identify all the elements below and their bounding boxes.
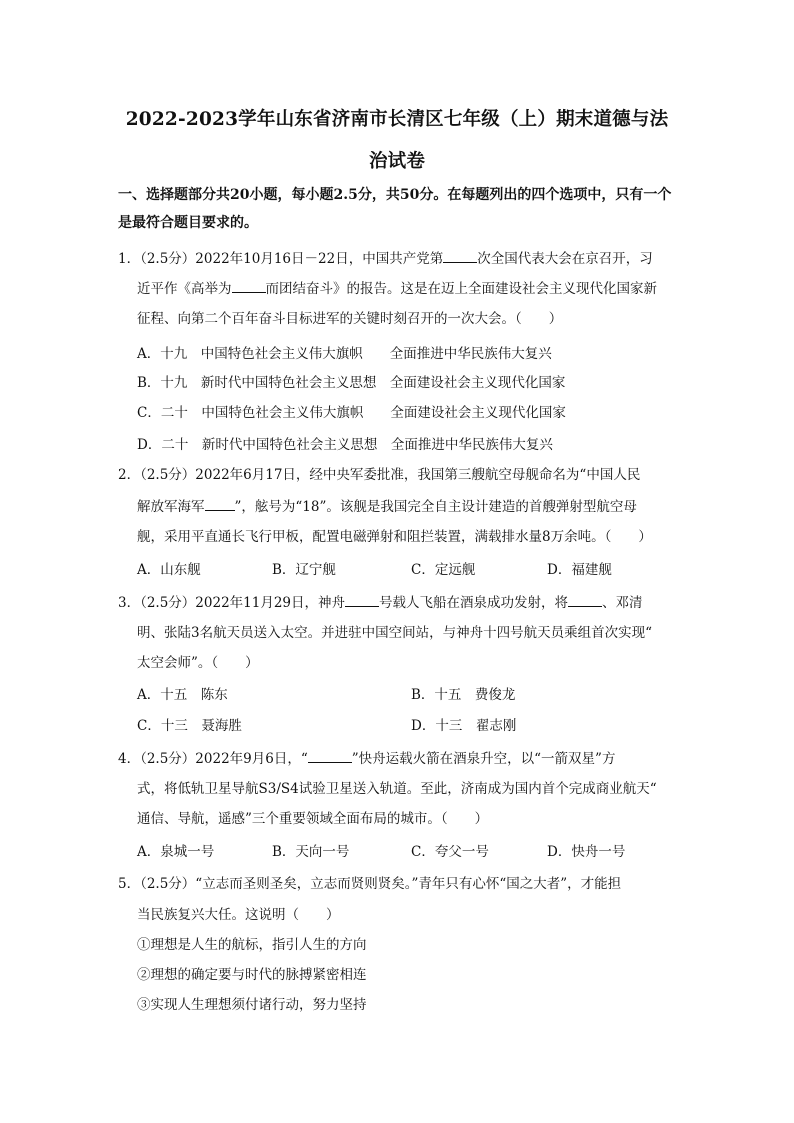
question-2-line-2	[137, 497, 637, 516]
question-3-text: 3．（2.5分）2022年11月29日，神舟	[118, 595, 346, 611]
question-4-option-b: B．天向一号	[272, 844, 350, 860]
question-3-option-b: B．十五 费俊龙	[411, 687, 516, 703]
question-1-line-2	[137, 279, 657, 298]
answer-blank	[345, 593, 379, 607]
question-5-statement-2: ②理想的确定要与时代的脉搏紧密相连	[137, 967, 367, 983]
question-1-line-1	[118, 249, 653, 268]
question-2-line-1: 2．（2.5分）2022年6月17日，经中央军委批准，我国第三艘航空母舰命名为“中国人民	[118, 467, 641, 483]
question-1-option-d: D．二十 新时代中国特色社会主义思想 全面推进中华民族伟大复兴	[137, 437, 553, 453]
question-2-option-c: C．定远舰	[411, 562, 476, 578]
question-2-option-d: D．福建舰	[547, 562, 612, 578]
question-4-option-c: C．夸父一号	[411, 844, 489, 860]
question-5-statement-1: ①理想是人生的航标，指引人生的方向	[137, 937, 367, 953]
answer-blank	[205, 497, 235, 511]
answer-blank	[568, 593, 602, 607]
question-3-option-c: C．十三 聂海胜	[137, 718, 242, 734]
question-2-option-b: B．辽宁舰	[272, 562, 336, 578]
question-4-option-a: A．泉城一号	[137, 844, 215, 860]
question-3-text: 、邓清	[602, 595, 643, 611]
question-1-option-c: C．二十 中国特色社会主义伟大旗帜 全面建设社会主义现代化国家	[137, 405, 566, 421]
question-1-text: 次全国代表大会在京召开，习	[477, 251, 653, 267]
question-2-text: 解放军海军	[137, 499, 205, 515]
question-1-text: 1．（2.5分）2022年10月16日－22日，中国共产党第	[118, 251, 444, 267]
question-3-line-3: 太空会师”。（ ）	[137, 655, 259, 671]
question-3-line-1	[118, 593, 643, 612]
answer-blank	[443, 249, 477, 263]
question-3-option-a: A．十五 陈东	[137, 687, 228, 703]
question-2-text: ”，舷号为“18”。该舰是我国完全自主设计建造的首艘弹射型航空母	[234, 499, 637, 515]
question-5-line-2: 当民族复兴大任。这说明（ ）	[137, 907, 340, 923]
question-4-line-2: 式，将低轨卫星导航S3/S4试验卫星送入轨道。至此，济南成为国内首个完成商业航天“	[137, 781, 657, 797]
question-1-line-3: 征程、向第二个百年奋斗目标进军的关键时刻召开的一次大会。（ ）	[137, 311, 563, 327]
question-5-statement-3: ③实现人生理想须付诸行动，努力坚持	[137, 997, 367, 1013]
section-instruction-line-1: 一、选择题部分共20小题，每小题2.5分，共50分。在每题列出的四个选项中，只有一个	[118, 187, 672, 203]
question-4-text: 4．（2.5分）2022年9月6日，“	[118, 751, 308, 767]
question-1-text: 近平作《高举为	[137, 281, 232, 297]
question-4-text: ”快舟运载火箭在酒泉升空，以“一箭双星”方	[351, 751, 616, 767]
exam-title-line-1: 2022-2023学年山东省济南市长清区七年级（上）期末道德与法	[125, 109, 669, 130]
question-2-line-3: 舰，采用平直通长飞行甲板，配置电磁弹射和阻拦装置，满载排水量8万余吨。（ ）	[137, 529, 652, 545]
answer-blank	[232, 279, 266, 293]
question-2-option-a: A．山东舰	[137, 562, 201, 578]
question-1-option-a: A．十九 中国特色社会主义伟大旗帜 全面推进中华民族伟大复兴	[137, 346, 552, 362]
question-4-line-1	[118, 749, 615, 768]
exam-title-line-2: 治试卷	[368, 151, 426, 172]
question-5-line-1: 5．（2.5分）“立志而圣则圣矣，立志而贤则贤矣。”青年只有心怀“国之大者”，才能担	[118, 876, 622, 892]
question-3-text: 号载人飞船在酒泉成功发射，将	[379, 595, 569, 611]
answer-blank	[308, 749, 352, 763]
question-4-line-3: 通信、导航，遥感”三个重要领域全面布局的城市。（ ）	[137, 811, 489, 827]
section-instruction-line-2: 是最符合题目要求的。	[118, 215, 258, 231]
question-1-text: 而团结奋斗》的报告。这是在迈上全面建设社会主义现代化国家新	[265, 281, 657, 297]
question-3-option-d: D．十三 翟志刚	[411, 718, 517, 734]
question-3-line-2: 明、张陆3名航天员送入太空。并进驻中国空间站，与神舟十四号航天员乘组首次实现“	[137, 625, 652, 641]
question-1-option-b: B．十九 新时代中国特色社会主义思想 全面建设社会主义现代化国家	[137, 375, 566, 391]
question-4-option-d: D．快舟一号	[547, 844, 626, 860]
